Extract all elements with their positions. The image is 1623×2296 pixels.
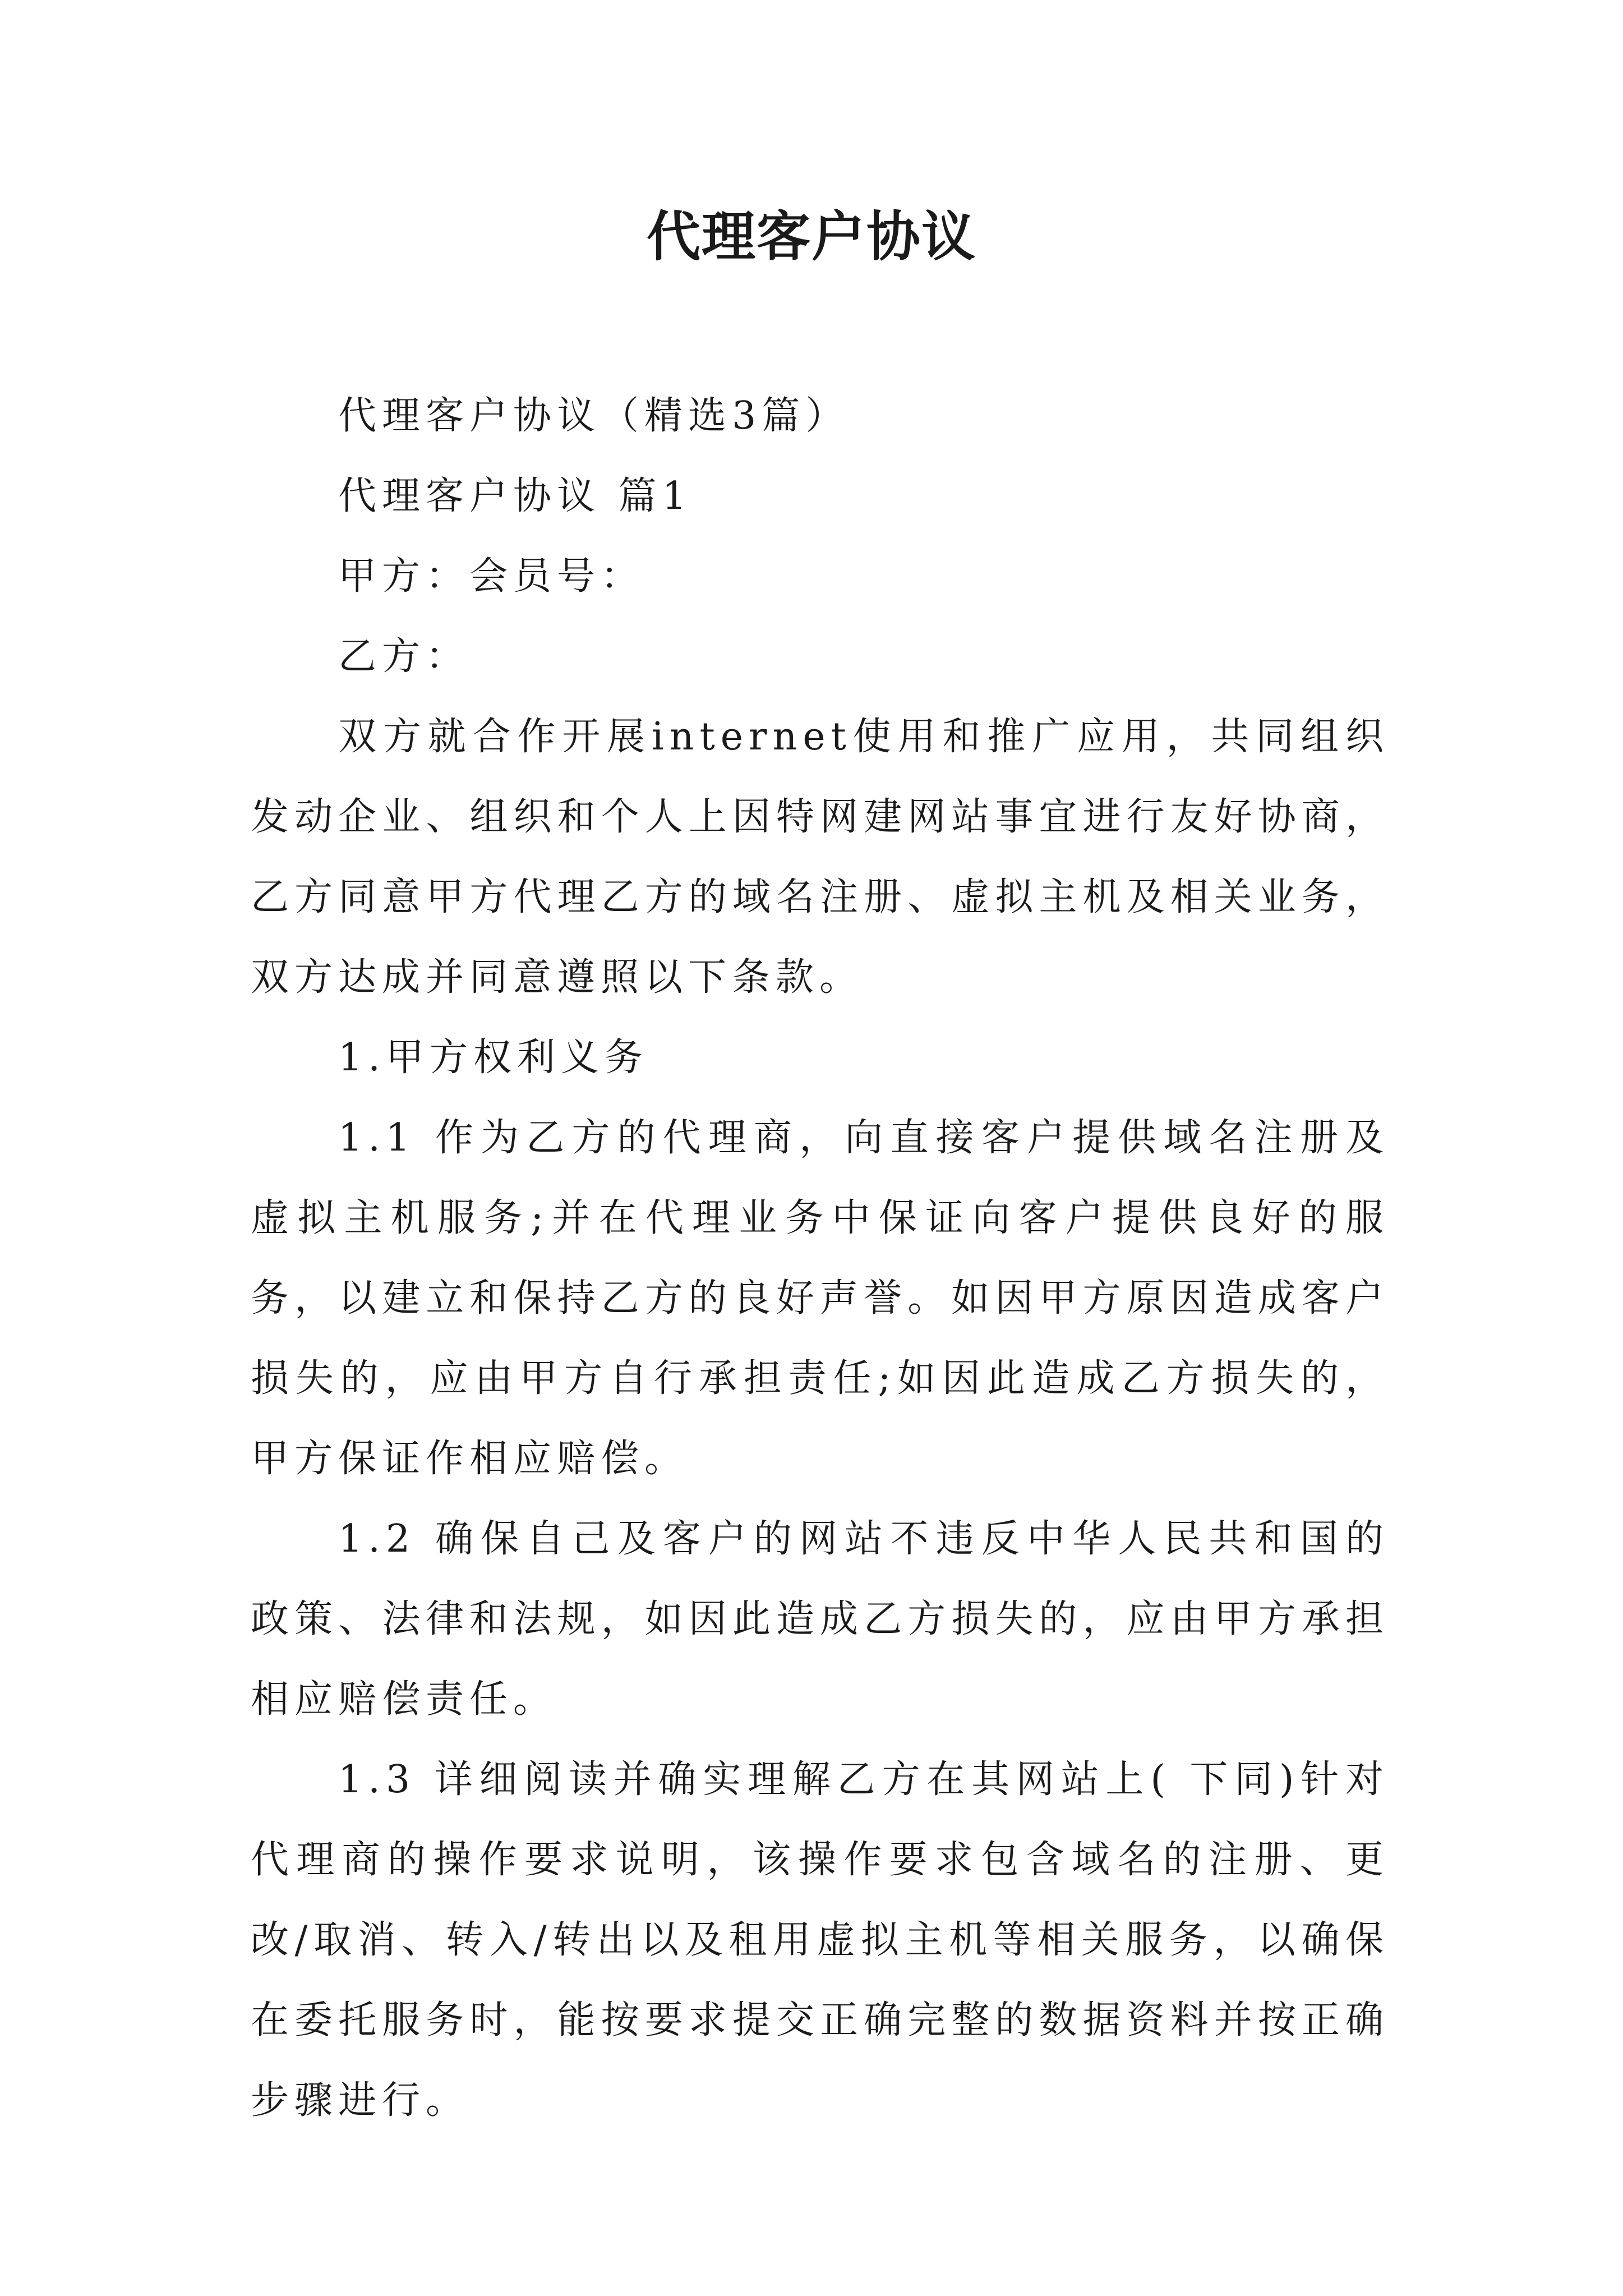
paragraph-party-b: 乙方： xyxy=(338,634,470,679)
paragraph-party-a: 甲方：会员号： xyxy=(338,554,645,599)
document-title: 代理客户协议 xyxy=(647,205,976,268)
paragraph-section-heading: 代理客户协议 篇1 xyxy=(338,474,692,518)
paragraph-clause-1-3: 1.3 详细阅读并确实理解乙方在其网站上( 下同)针对代理商的操作要求说明，该操作要求包含域名的注册、更改/取消、转入/转出以及租用虚拟主机等相关服务，以确保在委托服务时，能按要求提交正确完整的数据资料并按正确步骤进行。 xyxy=(251,1757,1389,2123)
document-body xyxy=(251,376,1389,2141)
paragraph-preamble: 双方就合作开展internet使用和推广应用，共同组织发动企业、组织和个人上因特网建网站事宜进行友好协商，乙方同意甲方代理乙方的域名注册、虚拟主机及相关业务，双方达成并同意遵照以下条款。 xyxy=(251,715,1389,1000)
paragraph-clause-1: 1.甲方权利义务 xyxy=(338,1036,648,1080)
paragraph-clause-1-1: 1.1 作为乙方的代理商，向直接客户提供域名注册及虚拟主机服务;并在代理业务中保证向客户提供良好的服务，以建立和保持乙方的良好声誉。如因甲方原因造成客户损失的，应由甲方自行承担责任;如因此造成乙方损失的，甲方保证作相应赔偿。 xyxy=(251,1116,1389,1481)
paragraph-subtitle: 代理客户协议（精选3篇） xyxy=(338,394,850,438)
paragraph-clause-1-2: 1.2 确保自己及客户的网站不违反中华人民共和国的政策、法律和法规，如因此造成乙方损失的，应由甲方承担相应赔偿责任。 xyxy=(251,1517,1389,1722)
